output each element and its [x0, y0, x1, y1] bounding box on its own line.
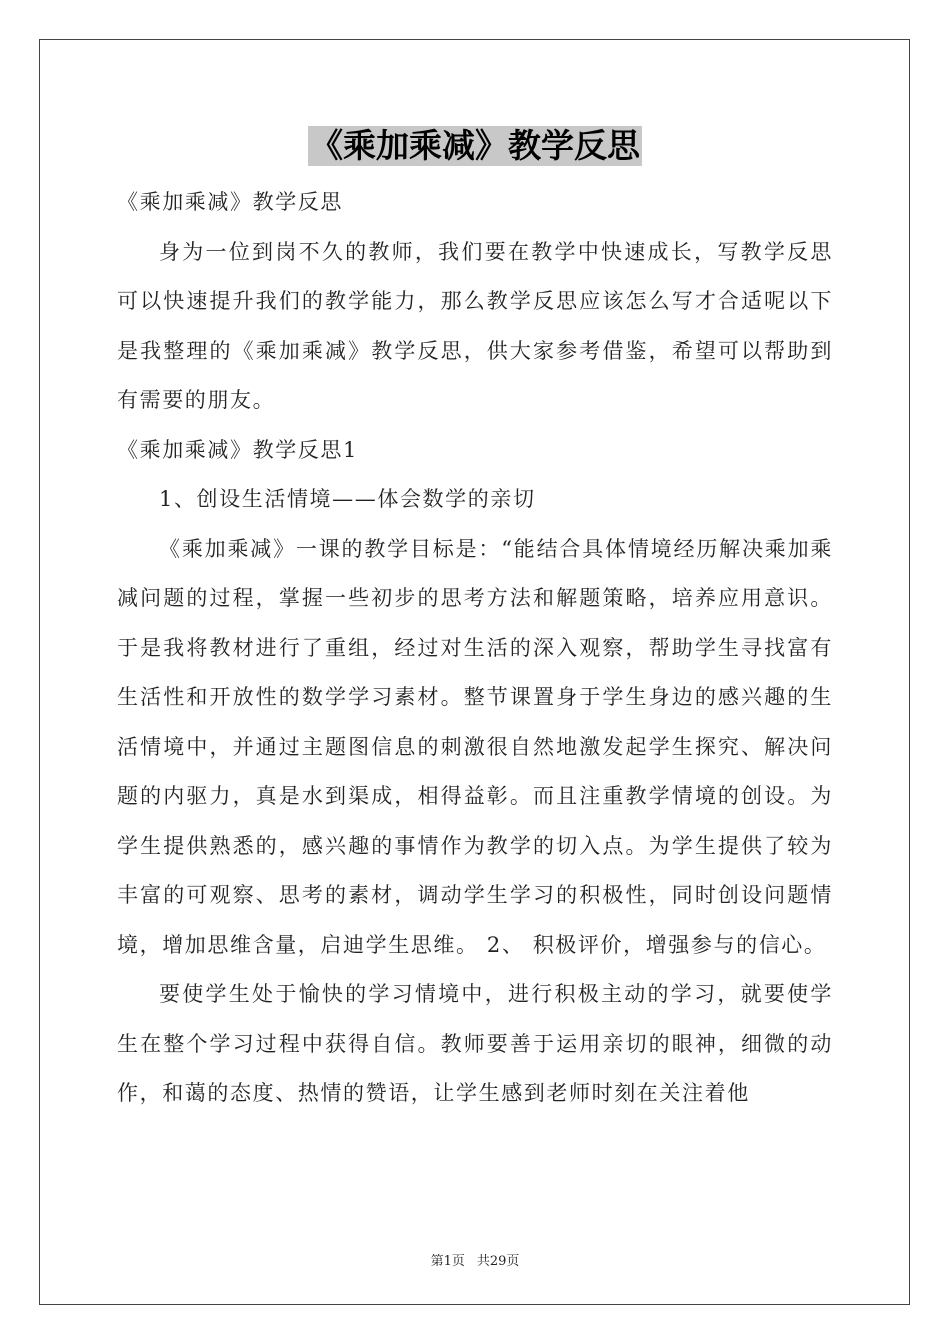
- paragraph-body-1: 《乘加乘减》一课的教学目标是：“能结合具体情境经历解决乘加乘减问题的过程，掌握一些初步的思考方法和解题策略，培养应用意识。于是我将教材进行了重组，经过对生活的深入观察，帮助学生寻找富有生活性和开放性的数学学习素材。整节课置身于学生身边的感兴趣的生活情境中，并通过主题图信息的刺激很自然地激发起学生探究、解决问题的内驱力，真是水到渠成，相得益彰。而且注重教学情境的创设。为学生提供熟悉的，感兴趣的事情作为教学的切入点。为学生提供了较为丰富的可观察、思考的素材，调动学生学习的积极性，同时创设问题情境，增加思维含量，启迪学生思维。 2、 积极评价，增强参与的信心。: [117, 536, 833, 957]
- section-heading-1: 《乘加乘减》教学反思1: [117, 437, 358, 462]
- page-total: 共29页: [476, 1254, 520, 1269]
- paragraph-body-2: 要使学生处于愉快的学习情境中，进行积极主动的学习，就要使学生在整个学习过程中获得自信。教师要善于运用亲切的眼神，细微的动作，和蔼的态度、热情的赞语，让学生感到老师时刻在关注着他: [117, 982, 833, 1105]
- page-number: 第1页: [430, 1254, 465, 1269]
- document-title-text: 《乘加乘减》教学反思: [310, 126, 640, 165]
- document-body: [117, 178, 833, 1119]
- paragraph-subtitle: 《乘加乘减》教学反思: [117, 190, 343, 214]
- point-heading-1: 1、创设生活情境——体会数学的亲切: [159, 487, 536, 511]
- document-title: [0, 126, 950, 166]
- paragraph-intro: 身为一位到岗不久的教师，我们要在教学中快速成长，写教学反思可以快速提升我们的教学能力，那么教学反思应该怎么写才合适呢以下是我整理的《乘加乘减》教学反思，供大家参考借鉴，希望可以帮助到有需要的朋友。: [117, 239, 833, 412]
- page-footer: [0, 1250, 950, 1269]
